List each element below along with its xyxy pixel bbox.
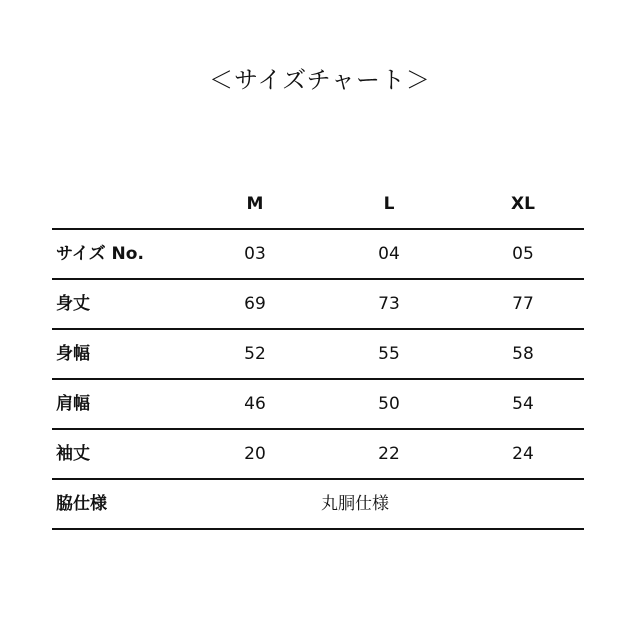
cell-size-number-xl: 05 <box>512 244 534 264</box>
row-label-shoulder-width: 肩幅 <box>56 394 90 414</box>
chart-title: ＜サイズチャート＞ <box>209 66 431 94</box>
table-row-size-number <box>52 230 584 280</box>
cell-body-width-l: 55 <box>378 344 400 364</box>
cell-shoulder-width-xl: 54 <box>512 394 534 414</box>
row-label-side-seam: 脇仕様 <box>56 494 107 514</box>
row-label-sleeve-length: 袖丈 <box>56 444 90 464</box>
cell-body-length-xl: 77 <box>512 294 534 314</box>
cell-shoulder-width-l: 50 <box>378 394 400 414</box>
column-header-xl: XL <box>511 194 535 214</box>
row-label-body-length: 身丈 <box>56 294 90 314</box>
size-chart-table <box>52 180 584 530</box>
cell-body-length-m: 69 <box>244 294 266 314</box>
table-row-side-seam <box>52 480 584 530</box>
cell-size-number-l: 04 <box>378 244 400 264</box>
cell-sleeve-length-l: 22 <box>378 444 400 464</box>
table-row-shoulder-width <box>52 380 584 430</box>
column-header-m: M <box>246 194 264 214</box>
cell-shoulder-width-m: 46 <box>244 394 266 414</box>
cell-body-length-l: 73 <box>378 294 400 314</box>
cell-sleeve-length-m: 20 <box>244 444 266 464</box>
row-label-body-width: 身幅 <box>56 344 90 364</box>
table-row-sleeve-length <box>52 430 584 480</box>
cell-body-width-xl: 58 <box>512 344 534 364</box>
table-row-body-width <box>52 330 584 380</box>
table-header-row <box>52 180 584 230</box>
row-label-size-number: サイズ No. <box>56 244 144 264</box>
cell-body-width-m: 52 <box>244 344 266 364</box>
cell-size-number-m: 03 <box>244 244 266 264</box>
table-row-body-length <box>52 280 584 330</box>
cell-sleeve-length-xl: 24 <box>512 444 534 464</box>
cell-side-seam-value: 丸胴仕様 <box>321 494 389 514</box>
column-header-l: L <box>383 194 395 214</box>
